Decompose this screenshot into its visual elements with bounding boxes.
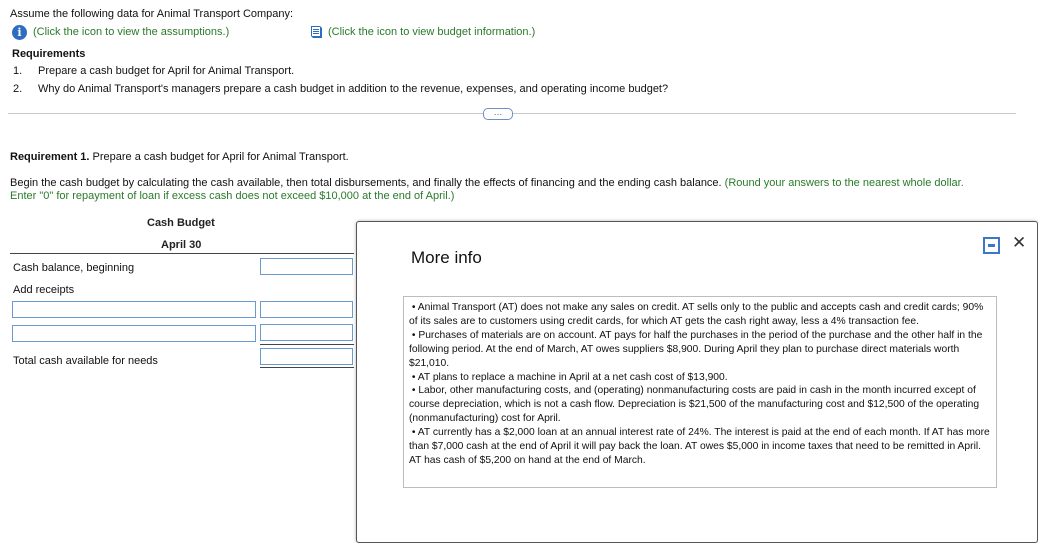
instructions-main: Begin the cash budget by calculating the cash available, then total disbursements, and finally the effects of financing and the ending cash balance.: [10, 177, 722, 189]
info-bullet-5-text: AT currently has a $2,000 loan at an annual interest rate of 24%. The interest is paid at the end of each month. If AT has more than $7,000 cash at the end of April it will pay back the loan. AT owes $5,000 in income taxes that need to be remitted in April. AT has cash of $5,200 on hand at the end of March.: [409, 427, 990, 466]
minimize-icon[interactable]: [983, 237, 1000, 254]
cash-budget-title: Cash Budget: [147, 217, 215, 229]
close-icon[interactable]: ✕: [1012, 233, 1027, 252]
more-info-content: [403, 296, 997, 488]
requirement-text-1: Prepare a cash budget for April for Animal Transport.: [38, 65, 295, 77]
info-bullet-1-text: Animal Transport (AT) does not make any sales on credit. AT sells only to the public and accepts cash and credit cards; 90% of its sales are to customers using credit cards, for which AT gets the cash right away, less a 4% transaction fee.: [409, 302, 984, 327]
receipt-label-select-1[interactable]: [12, 301, 256, 318]
receipt-amount-input-1[interactable]: [260, 301, 353, 318]
requirement1-heading: [10, 151, 349, 163]
info-bullet-5: • AT currently has a $2,000 loan at an annual interest rate of 24%. The interest is paid at the end of each month. If AT has more than $7,000 cash at the end of April it will pay back the loan. AT owes $5,000 in income taxes that need to be remitted in April. AT has cash of $5,200 on hand at the end of March.: [409, 427, 990, 466]
receipt-label-select-2[interactable]: [12, 325, 256, 342]
info-icon[interactable]: i: [12, 25, 27, 40]
total-rule: [260, 367, 354, 368]
more-info-dialog: [356, 221, 1038, 543]
info-bullet-2-text: Purchases of materials are on account. AT pays for half the purchases in the period of the purchase and the other half in the following period. At the end of March, AT owes suppliers $8,900. During April they plan to purchase direct materials worth $21,010.: [409, 329, 983, 369]
info-bullet-3-text: AT plans to replace a machine in April at a net cash cost of $13,900.: [417, 371, 728, 383]
total-available-input[interactable]: [260, 348, 353, 365]
assumptions-link[interactable]: (Click the icon to view the assumptions.): [33, 26, 230, 38]
row-label-add-receipts: Add receipts: [13, 284, 75, 296]
row-label-beginning: Cash balance, beginning: [13, 262, 135, 274]
receipt-amount-input-2[interactable]: [260, 324, 353, 341]
requirement1-text: Prepare a cash budget for April for Animal Transport.: [89, 151, 349, 163]
requirement-num-1: 1.: [13, 65, 23, 77]
subtotal-rule: [260, 344, 354, 345]
intro-text: Assume the following data for Animal Transport Company:: [10, 8, 294, 20]
requirements-title: Requirements: [12, 48, 86, 60]
requirement-text-2: Why do Animal Transport's managers prepare a cash budget in addition to the revenue, expenses, and operating income budget?: [38, 83, 669, 95]
header-rule: [10, 253, 354, 254]
info-bullet-1: • Animal Transport (AT) does not make any sales on credit. AT sells only to the public and accepts cash and credit cards; 90% of its sales are to customers using credit cards, for which AT gets the cash right away, less a 4% transaction fee.: [409, 302, 984, 327]
info-bullet-2: • Purchases of materials are on account. AT pays for half the purchases in the period of the purchase and the other half in the following period. At the end of March, AT owes suppliers $8,900. During April they plan to purchase direct materials worth $21,010.: [409, 329, 983, 369]
instructions-note-1: (Round your answers to the nearest whole dollar.: [724, 177, 964, 189]
modal-title: More info: [411, 248, 482, 267]
info-bullet-4-text: Labor, other manufacturing costs, and (operating) nonmanufacturing costs are paid in cash in the month incurred except of course depreciation, which is not a cash flow. Depreciation is $21,500 of the manufacturing cost and $12,500 of the operating (nonmanufacturing) cost for April.: [409, 385, 980, 425]
requirement-num-2: 2.: [13, 83, 23, 95]
beginning-balance-input[interactable]: [260, 258, 353, 275]
row-label-total-available: Total cash available for needs: [13, 355, 158, 367]
minimize-bar: [988, 244, 995, 247]
info-bullet-3: • AT plans to replace a machine in April at a net cash cost of $13,900.: [409, 371, 728, 383]
cash-budget-period: April 30: [161, 239, 202, 251]
requirement1-label: Requirement 1.: [10, 151, 90, 163]
book-icon[interactable]: [308, 24, 324, 40]
budget-info-link[interactable]: (Click the icon to view budget information.): [328, 26, 536, 38]
instructions-note-2: Enter "0" for repayment of loan if excess cash does not exceed $10,000 at the end of April.): [10, 190, 455, 202]
instructions-line1: [10, 177, 964, 189]
expand-button[interactable]: …: [483, 108, 513, 120]
info-bullet-4: • Labor, other manufacturing costs, and (operating) nonmanufacturing costs are paid in cash in the month incurred except of course depreciation, which is not a cash flow. Depreciation is $21,500 of the manufacturing cost and $12,500 of the operating (nonmanufacturing) cost for April.: [409, 385, 980, 425]
